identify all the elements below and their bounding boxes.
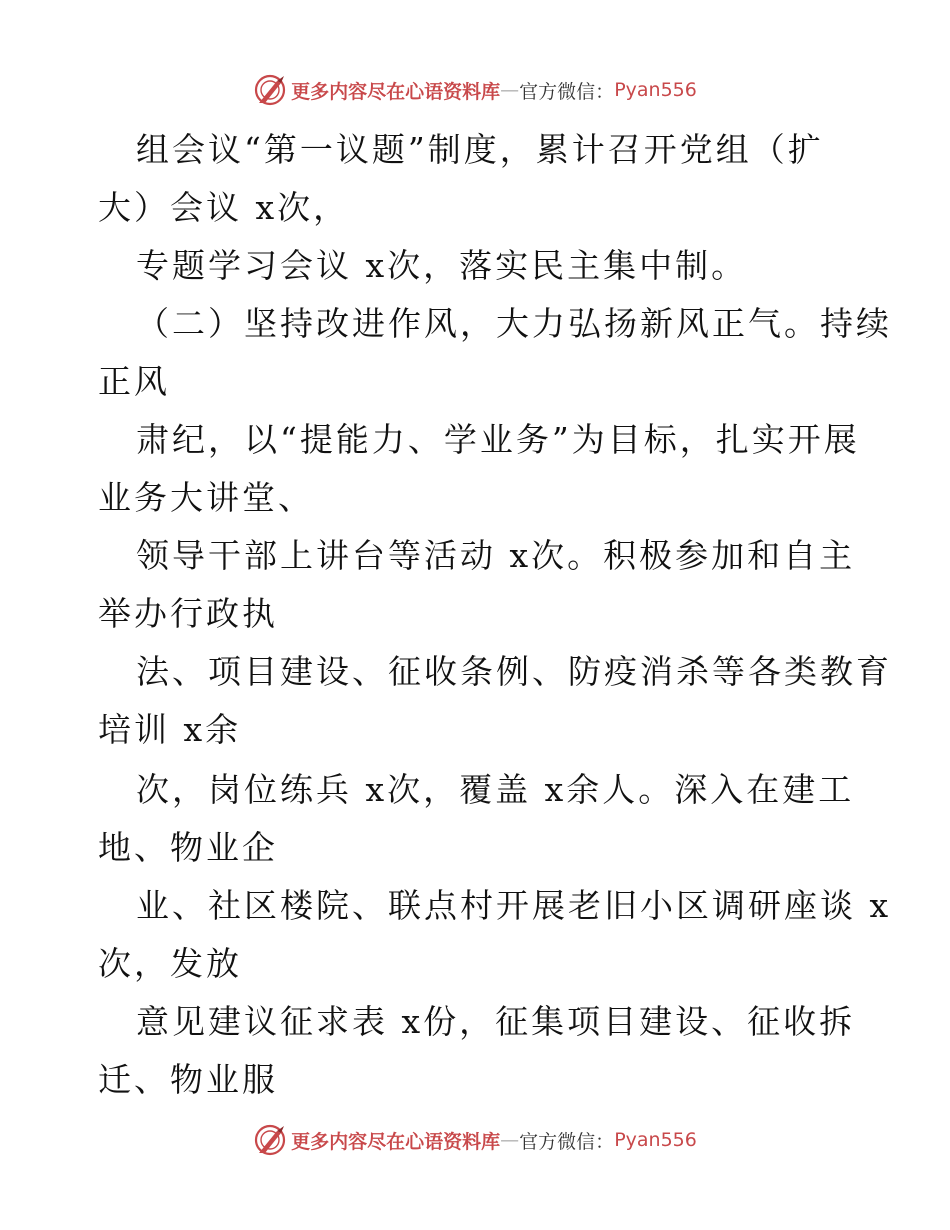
body-line-15: 次，发放 [98, 944, 242, 983]
body-line-4: （二）坚持改进作风，大力弘扬新风正气。持续 [136, 304, 892, 343]
body-line-12: 次，岗位练兵 x次，覆盖 x余人。深入在建工 [136, 770, 855, 809]
body-line-7: 业务大讲堂、 [98, 478, 314, 517]
quill-pen-logo-icon [253, 73, 287, 107]
header-banner [0, 70, 950, 110]
footer-banner [0, 1120, 950, 1160]
body-line-9: 举办行政执 [98, 594, 278, 633]
banner-account: Pyan556 [614, 79, 697, 101]
banner-wechat-label: 官方微信： [519, 1130, 615, 1153]
body-line-10: 法、项目建设、征收条例、防疫消杀等各类教育 [136, 652, 892, 691]
body-line-5: 正风 [98, 362, 170, 401]
body-line-17: 迁、物业服 [98, 1060, 278, 1099]
banner-brand-text: 更多内容尽在心语资料库 [291, 80, 501, 103]
body-line-1: 组会议“第一议题”制度，累计召开党组（扩 [136, 130, 824, 169]
body-line-14: 业、社区楼院、联点村开展老旧小区调研座谈 x [136, 886, 892, 925]
body-line-13: 地、物业企 [98, 828, 278, 867]
banner-dash: — [500, 79, 520, 101]
banner-wechat-label: 官方微信： [519, 80, 615, 103]
body-line-3: 专题学习会议 x次，落实民主集中制。 [136, 246, 748, 285]
banner-brand-text: 更多内容尽在心语资料库 [291, 1130, 501, 1153]
banner-account: Pyan556 [614, 1129, 697, 1151]
body-line-16: 意见建议征求表 x份，征集项目建设、征收拆 [136, 1002, 856, 1041]
quill-pen-logo-icon [253, 1123, 287, 1157]
body-line-6: 肃纪，以“提能力、学业务”为目标，扎实开展 [136, 420, 860, 459]
body-line-8: 领导干部上讲台等活动 x次。积极参加和自主 [136, 536, 856, 575]
body-line-11: 培训 x余 [98, 710, 242, 749]
banner-dash: — [500, 1129, 520, 1151]
body-line-2: 大）会议 x次， [98, 188, 350, 227]
